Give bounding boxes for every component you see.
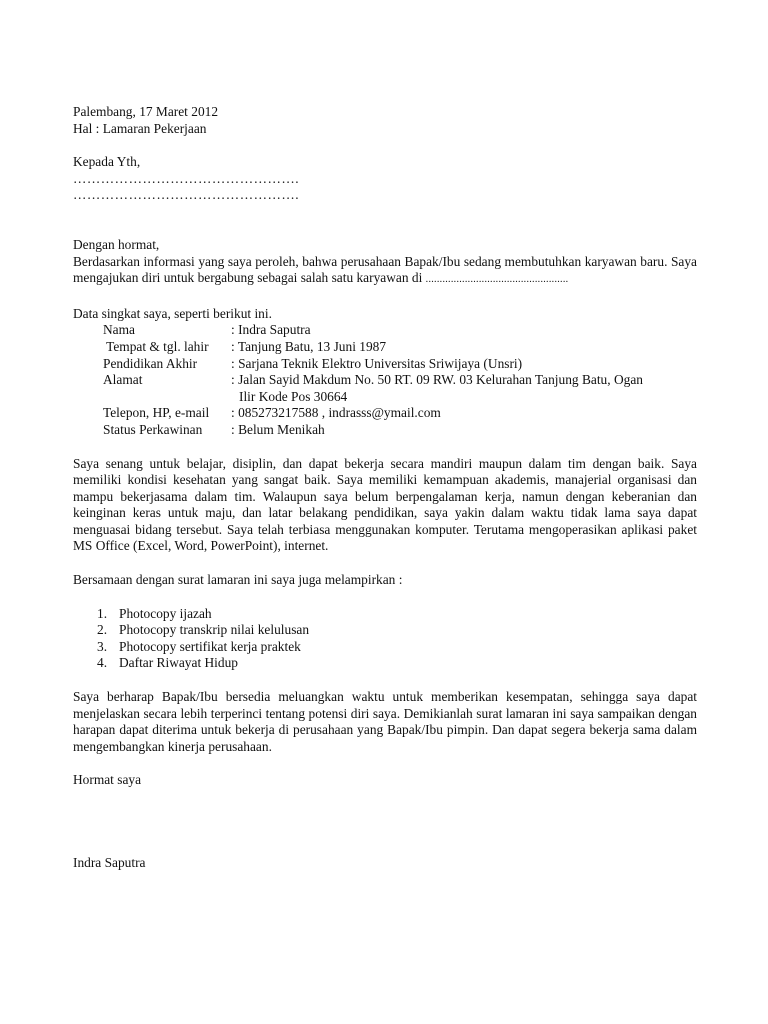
- intro-paragraph: [73, 254, 697, 289]
- list-text: Photocopy transkrip nilai kelulusan: [119, 622, 310, 638]
- list-number: 4.: [97, 655, 108, 671]
- data-value-address: [231, 372, 691, 405]
- self-description-paragraph: Saya senang untuk belajar, disiplin, dan dapat bekerja secara mandiri maupun dalam tim dengan baik. Saya memiliki kondisi kesehatan yang sangat baik. Saya memiliki kemampuan akademis, manajerial organisasi dan mampu bekerjasama dalam tim. Walaupun saya belum berpengalaman kerja, namun dengan keberanian dan keinginan keras untuk maju, dan latar belakang pendidikan, saya yakin dalam waktu tidak lama saya dapat menguasai bidang tersebut. Saya telah terbiasa menggunakan komputer. Terutama mengoperasikan aplikasi paket MS Office (Excel, Word, PowerPoint), internet.: [73, 455, 697, 554]
- data-value: : Tanjung Batu, 13 Juni 1987: [231, 338, 387, 354]
- recipient-line-2: ………………………………………….: [73, 187, 300, 203]
- address-line-1: : Jalan Sayid Makdum No. 50 RT. 09 RW. 03 Kelurahan Tanjung Batu, Ogan: [231, 372, 643, 388]
- list-item: [73, 606, 697, 623]
- list-item: [73, 655, 697, 672]
- company-blank: ...................................................: [425, 274, 569, 286]
- data-row-name: [103, 322, 691, 339]
- data-row-birth: [103, 339, 691, 356]
- recipient-line-1: ………………………………………….: [73, 170, 300, 186]
- data-label: Alamat: [103, 372, 143, 388]
- list-item: [73, 639, 697, 656]
- data-label: Tempat & tgl. lahir: [103, 338, 209, 354]
- data-label: Telepon, HP, e-mail: [103, 405, 210, 421]
- attachments-intro: Bersamaan dengan surat lamaran ini saya juga melampirkan :: [73, 572, 403, 588]
- closing-paragraph: Saya berharap Bapak/Ibu bersedia meluangkan waktu untuk memberikan kesempatan, sehingga saya dapat menjelaskan secara lebih terperinci tentang potensi diri saya. Demikianlah surat lamaran ini saya sampaikan dengan harapan dapat diterima untuk bekerja di perusahaan yang Bapak/Ibu pimpin. Dan dapat segera bekerja sama dalam mengembangkan kinerja perusahaan.: [73, 689, 697, 754]
- data-row-address: [103, 372, 691, 405]
- data-row-contact: [103, 405, 691, 422]
- intro-text: Berdasarkan informasi yang saya peroleh, bahwa perusahaan Bapak/Ibu sedang membutuhkan karyawan baru. Saya mengajukan diri untuk bergabung sebagai salah satu karyawan di: [73, 253, 697, 286]
- subject-line: Hal : Lamaran Pekerjaan: [73, 120, 207, 136]
- recipient-label: Kepada Yth,: [73, 154, 141, 170]
- list-number: 2.: [97, 622, 108, 638]
- list-text: Photocopy ijazah: [119, 605, 212, 621]
- list-item: [73, 622, 697, 639]
- data-value: : Indra Saputra: [231, 322, 311, 338]
- place-date: Palembang, 17 Maret 2012: [73, 104, 219, 119]
- address-line-2: Ilir Kode Pos 30664: [239, 388, 348, 404]
- data-value: : Sarjana Teknik Elektro Universitas Sriwijaya (Unsri): [231, 355, 523, 371]
- letter-page: [73, 104, 697, 872]
- list-number: 1.: [97, 605, 108, 621]
- attachments-list: [73, 606, 697, 672]
- list-text: Photocopy sertifikat kerja praktek: [119, 638, 301, 654]
- signature-name: Indra Saputra: [73, 855, 146, 870]
- personal-data-table: [103, 322, 691, 438]
- list-number: 3.: [97, 638, 108, 654]
- data-label: Nama: [103, 322, 135, 338]
- list-text: Daftar Riwayat Hidup: [119, 655, 238, 671]
- data-row-education: [103, 356, 691, 373]
- data-value: : 085273217588 , indrasss@ymail.com: [231, 405, 441, 421]
- data-intro: Data singkat saya, seperti berikut ini.: [73, 305, 272, 321]
- data-label: Status Perkawinan: [103, 421, 203, 437]
- data-label: Pendidikan Akhir: [103, 355, 198, 371]
- sign-off: Hormat saya: [73, 772, 142, 788]
- data-value: : Belum Menikah: [231, 421, 325, 437]
- data-row-marital: [103, 422, 691, 439]
- greeting: Dengan hormat,: [73, 236, 160, 252]
